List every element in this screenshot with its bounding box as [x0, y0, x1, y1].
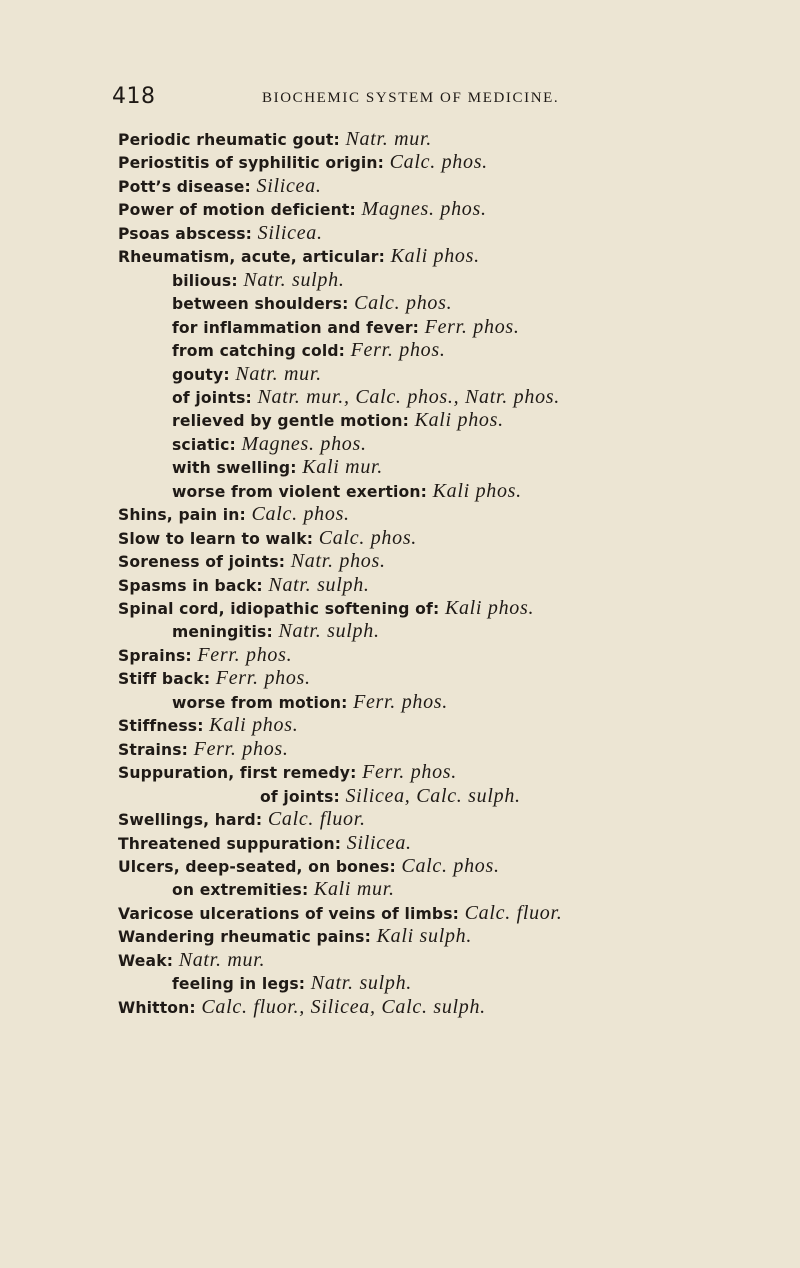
entry-term: feeling in legs: [172, 975, 311, 994]
index-entry [172, 479, 522, 503]
entry-remedy: Calc. fluor. [267, 808, 366, 831]
index-entry [118, 150, 488, 174]
entry-term: Varicose ulcerations of veins of limbs: [118, 904, 465, 923]
entry-remedy: Silicea. [257, 221, 323, 244]
entry-term: sciatic: [172, 435, 242, 454]
index-entry [118, 244, 480, 268]
entry-remedy: Kali mur. [313, 878, 395, 901]
entry-term: for inflammation and fever: [172, 318, 425, 337]
index-entry [118, 526, 417, 550]
entry-remedy: Kali phos. [209, 714, 299, 737]
entry-term: Wandering rheumatic pains: [118, 928, 377, 947]
entry-term: gouty: [172, 365, 236, 384]
entry-term: of joints: [172, 388, 258, 407]
entry-remedy: Natr. mur. [178, 948, 266, 971]
index-entry [118, 901, 562, 925]
entry-remedy: Kali phos. [444, 597, 535, 619]
index-entry [118, 924, 472, 948]
entry-term: Power of motion deficient: [118, 201, 362, 220]
index-entry [172, 362, 322, 386]
entry-remedy: Ferr. phos. [353, 690, 448, 713]
entry-remedy: Natr. mur. [345, 128, 432, 150]
entry-remedy: Natr. sulph. [310, 972, 412, 995]
entry-term: with swelling: [172, 459, 303, 478]
entry-term: Pott’s disease: [118, 177, 257, 196]
entry-term: Swellings, hard: [118, 811, 268, 830]
entry-term: Stiffness: [118, 717, 210, 736]
entry-term: Periostitis of syphilitic origin: [118, 154, 390, 173]
entry-remedy: Silicea, Calc. sulph. [345, 784, 521, 807]
index-entry [118, 197, 487, 221]
entry-term: Psoas abscess: [118, 224, 258, 243]
entry-remedy: Natr. phos. [290, 550, 386, 573]
index-entry [118, 807, 366, 831]
entry-term: of joints: [260, 787, 346, 806]
entry-term: Periodic rheumatic gout: [118, 131, 346, 149]
index-entry [118, 737, 289, 761]
entry-remedy: Calc. phos. [354, 292, 453, 315]
index-entry [260, 784, 521, 808]
entry-remedy: Magnes. phos. [241, 432, 367, 455]
index-entry [118, 549, 386, 573]
entry-term: meningitis: [172, 623, 279, 642]
entry-remedy: Ferr. phos. [362, 761, 457, 784]
index-entry [172, 690, 448, 714]
entry-remedy: Silicea. [256, 174, 322, 197]
entry-term: Stiff back: [118, 670, 216, 689]
index-entry [118, 596, 534, 620]
entry-remedy: Ferr. phos. [424, 315, 520, 338]
entry-term: Whitton: [118, 998, 202, 1017]
index-entry [172, 971, 412, 995]
entry-term: Weak: [118, 951, 179, 970]
index-entry [118, 854, 500, 878]
entry-term: Spasms in back: [118, 576, 269, 595]
entry-term: from catching cold: [172, 342, 351, 361]
entry-term: bilious: [172, 271, 244, 290]
entry-remedy: Ferr. phos. [215, 667, 311, 690]
index-entry [118, 573, 370, 597]
entry-remedy: Calc. phos. [389, 151, 488, 174]
index-entry [172, 619, 380, 643]
entry-term: Ulcers, deep-seated, on bones: [118, 857, 402, 876]
entry-remedy: Calc. phos. [401, 854, 500, 877]
index-entry [118, 948, 265, 972]
entry-remedy: Calc. phos. [318, 526, 418, 549]
index-entry [118, 174, 322, 198]
entry-remedy: Ferr. phos. [193, 737, 289, 760]
entry-term: between shoulders: [172, 295, 355, 314]
index-entry [118, 502, 350, 526]
entry-term: Spinal cord, idiopathic softening of: [118, 600, 445, 618]
page-header [112, 84, 752, 118]
index-entry [118, 760, 457, 784]
entry-remedy: Natr. sulph. [278, 620, 380, 643]
entry-term: Sprains: [118, 646, 198, 665]
entry-remedy: Calc. phos. [251, 503, 350, 526]
entry-remedy: Kali sulph. [376, 925, 473, 948]
running-head: BIOCHEMIC SYSTEM OF MEDICINE. [262, 90, 560, 106]
index-entry [172, 877, 395, 901]
entry-term: Rheumatism, acute, articular: [118, 248, 391, 267]
entry-remedy: Natr. sulph. [243, 268, 345, 291]
entry-remedy: Ferr. phos. [197, 643, 293, 666]
entry-remedy: Silicea. [346, 831, 412, 854]
entry-term: on extremities: [172, 881, 314, 900]
entry-remedy: Kali phos. [432, 479, 522, 502]
entry-term: worse from motion: [172, 693, 354, 712]
index-entry [172, 338, 446, 362]
entry-term: worse from violent exertion: [172, 482, 433, 501]
entry-remedy: Natr. mur., Calc. phos., Natr. phos. [257, 385, 560, 408]
entry-remedy: Ferr. phos. [350, 339, 446, 362]
index-entry [118, 221, 323, 245]
entry-term: Shins, pain in: [118, 506, 252, 525]
entry-remedy: Kali mur. [302, 456, 383, 479]
index-entry [118, 995, 486, 1019]
index-entry [172, 455, 383, 479]
entry-remedy: Calc. fluor. [464, 901, 563, 924]
entry-term: Suppuration, first remedy: [118, 764, 363, 783]
index-entry [172, 291, 452, 315]
index-entry [172, 408, 504, 432]
index-entry [118, 831, 412, 855]
entry-remedy: Kali phos. [390, 245, 480, 268]
entry-remedy: Kali phos. [414, 409, 504, 432]
entry-remedy: Natr. sulph. [268, 573, 370, 596]
entry-remedy: Magnes. phos. [361, 198, 487, 221]
entry-term: relieved by gentle motion: [172, 412, 415, 431]
entry-term: Slow to learn to walk: [118, 529, 319, 548]
index-entry [172, 315, 520, 339]
entry-term: Threatened suppuration: [118, 834, 347, 853]
entry-remedy: Natr. mur. [235, 362, 322, 385]
entry-term: Strains: [118, 740, 194, 759]
index-entry [172, 268, 345, 292]
page-number: 418 [112, 84, 156, 109]
index-entry [118, 713, 298, 737]
entry-remedy: Calc. fluor., Silicea, Calc. sulph. [201, 995, 486, 1018]
index-entry [172, 385, 560, 409]
index-entry [118, 643, 292, 667]
entry-term: Soreness of joints: [118, 553, 291, 572]
index-entry [118, 127, 432, 151]
index-entry [172, 432, 367, 456]
index-entry [118, 666, 311, 690]
